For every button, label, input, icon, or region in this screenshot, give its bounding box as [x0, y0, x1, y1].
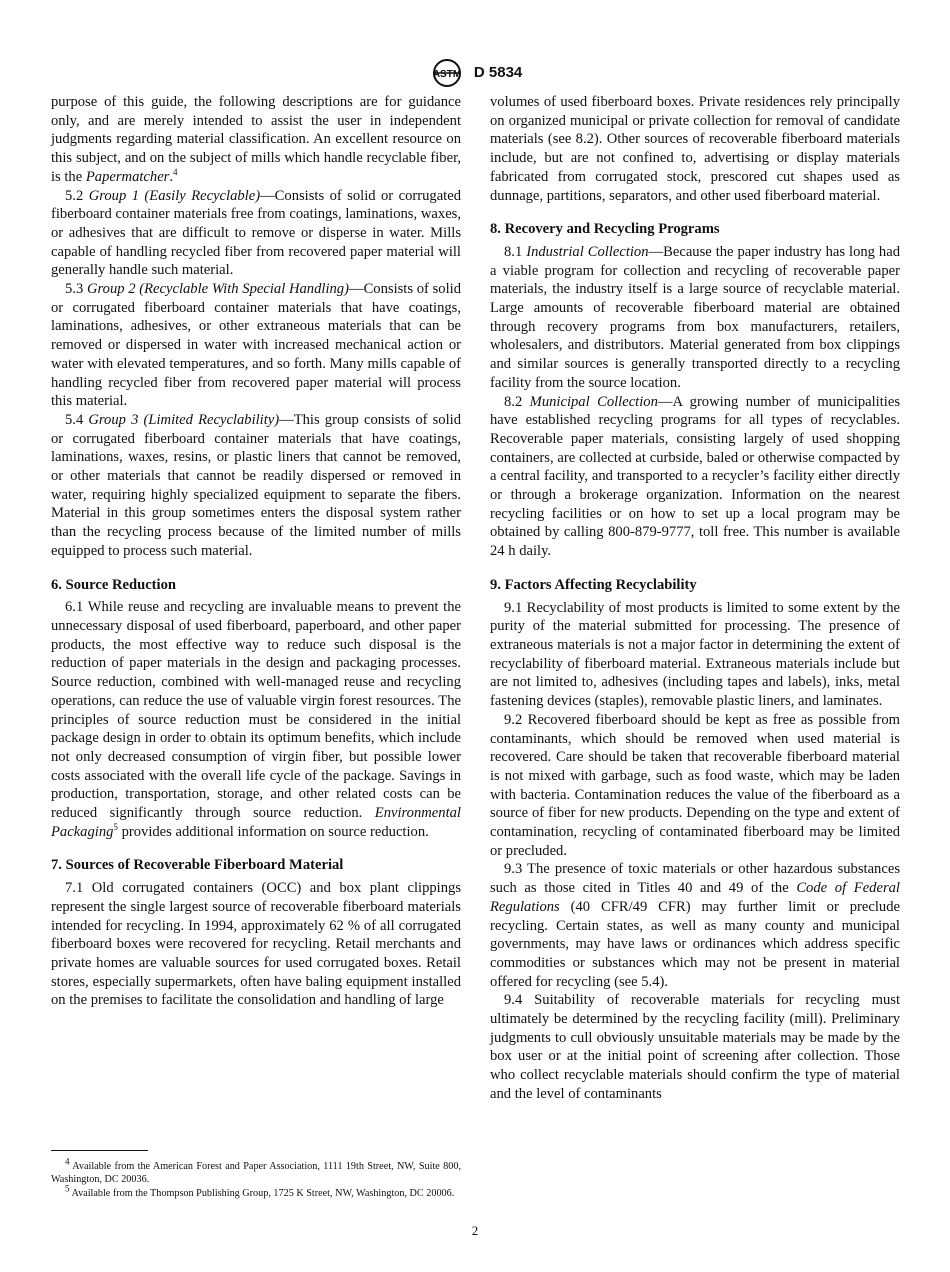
paragraph: volumes of used fiberboard boxes. Private residences rely principally on organized municipal or private collection for removal of candidate materials (see 8.2). Other sources of recoverable fiberboard materials include, but are not confined to, advertising or display materials fabricated from corrugated stock, prescored cut shapes used as dunnage, partitions, separators, and other used fiberboard material. [490, 94, 900, 204]
paragraph: purpose of this guide, the following descriptions are for guidance only, and are merely intended to assist the user in independent judgments regarding material classification. An excellent resource on this subject, and on the subject of mills which handle recyclable fiber, is the Papermatcher.$^4$ [51, 94, 461, 185]
footnote-4: $^4$ Available from the American Forest and Paper Association, 1111 19th Street, NW, Suite 800, Washington, DC 20036. [51, 1156, 461, 1186]
svg-text:ASTM: ASTM [432, 69, 461, 80]
heading-6: 6. Source Reduction [51, 576, 176, 593]
right-column [490, 93, 900, 1104]
section-7-1: 7.1 Old corrugated containers (OCC) and box plant clippings represent the single largest source of recoverable fiberboard materials intended for recycling. In 1994, approximately 62 % of all corrugated fiberboard boxes were recovered for recycling. Retail merchants and private homes are valuable sources for used corrugated boxes. Retail stores, especially supermarkets, often have baling equipment installed on the premises to facilitate the consolidation and handling of large [51, 880, 461, 1009]
section-6-1: 6.1 While reuse and recycling are invaluable means to prevent the unnecessary disposal of used fiberboard, paperboard, and other paper products, the most effective way to reduce such disposal is the reduction of paper materials in the design and packaging processes. Source reduction, combined with well-managed reuse and recycling operations, can reduce the use of valuable virgin forest resources. The principles of source reduction must be considered in the initial package design in order to obtain its optimum benefits, which include not only decreased consumption of virgin fiber, but possible lower costs associated with the overall life cycle of the package. Savings in production, transportation, storage, and other related costs can be reduced significantly through source reduction. Environmental Packaging$^5$ provides additional information on source reduction. [51, 599, 461, 840]
page-header [0, 58, 950, 88]
designation: D 5834 [473, 63, 523, 81]
section-9-3: 9.3 The presence of toxic materials or other hazardous substances such as those cited in Titles 40 and 49 of the Code of Federal Regulations (40 CFR/49 CFR) may further limit or preclude recycling. Certain states, as well as many county and municipal governments, may have laws or ordinances which address specific commodities or substances which may not be present in material offered for recycling (see 5.4). [490, 861, 900, 990]
footnotes [51, 1156, 461, 1200]
section-9-4: 9.4 Suitability of recoverable materials for recycling must ultimately be determined by the recycling facility (mill). Preliminary judgments to cull obviously unsuitable materials may be made by the box user or at the initial point of screening after collection. Those who collect recyclable materials should confirm the type of material and the level of contaminants [490, 992, 900, 1102]
section-5-2: 5.2 Group 1 (Easily Recyclable)—Consists of solid or corrugated fiberboard container materials free from coatings, laminations, waxes, or adhesives that are difficult to remove or disperse in water. Mills capable of handling recycled fiber from recovered paper material will generally handle such material. [51, 187, 461, 279]
section-5-3: 5.3 Group 2 (Recyclable With Special Handling)—Consists of solid or corrugated fiberboard container materials that have coatings, laminations, adhesives, or other extraneous materials that can be removed or dispersed in water with increased mechanical action or water with elevated temperatures, and so forth. Many mills capable of handling recycled fiber from recovered paper material will process this material. [51, 281, 462, 410]
astm-logo-icon [428, 58, 466, 88]
section-5-4: 5.4 Group 3 (Limited Recyclability)—This group consists of solid or corrugated fiberboard container materials that have coatings, laminations, waxes, resins, or plastic liners that cannot be removed, or other materials that cannot be readily dispersed or removed in water, requiring highly specialized equipment to separate the fibers. Material in this group sometimes enters the disposal system rather than the recycling process because of the limited number of mills equipped to process such material. [51, 411, 461, 559]
left-column [51, 93, 461, 1010]
page-number: 2 [471, 1223, 479, 1238]
section-9-2: 9.2 Recovered fiberboard should be kept as free as possible from contaminants, which should be removed when used material is recovered. Care should be taken that recoverable fiberboard material is not mixed with garbage, such as food waste, which may be laden with bacteria. Contamination reduces the value of the fiberboard as a source of fiber for new products. Depending on the type and extent of contamination, recycling of contaminated fiberboard may be limited or precluded. [490, 711, 900, 859]
section-9-1: 9.1 Recyclability of most products is limited to some extent by the purity of the material submitted for processing. The presence of extraneous materials is not a major factor in determining the extent of recyclability of fiberboard material. Extraneous materials include but are not limited to, adhesives (including tapes and labels), inks, metal fastening devices (staples), removable plastic liners, and laminates. [490, 599, 900, 710]
footnote-5: $^5$ Available from the Thompson Publishing Group, 1725 K Street, NW, Washington, DC 20006. [65, 1183, 455, 1199]
heading-9: 9. Factors Affecting Recyclability [490, 576, 697, 593]
heading-7: 7. Sources of Recoverable Fiberboard Material [51, 857, 344, 874]
section-8-2: 8.2 Municipal Collection—A growing number of municipalities have established recycling programs for all types of recyclables. Recoverable paper materials, consisting largely of used shopping containers, are collected at curbside, baled or otherwise compacted by a central facility, and transported to a recycler’s facility either directly or through a brokerage organization. Information on the nearest recycling facilities or on how to set up a local program may be obtained by calling 800-879-9777, toll free. This number is available 24 h daily. [490, 393, 900, 560]
footnote-divider [51, 1150, 148, 1151]
section-8-1: 8.1 Industrial Collection—Because the paper industry has long had a viable program for collection and recycling of recoverable paper materials, the industry itself is a large source of recyclable material. Large amounts of recoverable fiberboard material are obtained through recovery programs from box manufacturers, retailers, wholesalers, and distributors. Material generated from box clippings and similar sources is generally transported directly to a recycling facility from the source location. [490, 243, 900, 391]
heading-8: 8. Recovery and Recycling Programs [490, 221, 720, 238]
